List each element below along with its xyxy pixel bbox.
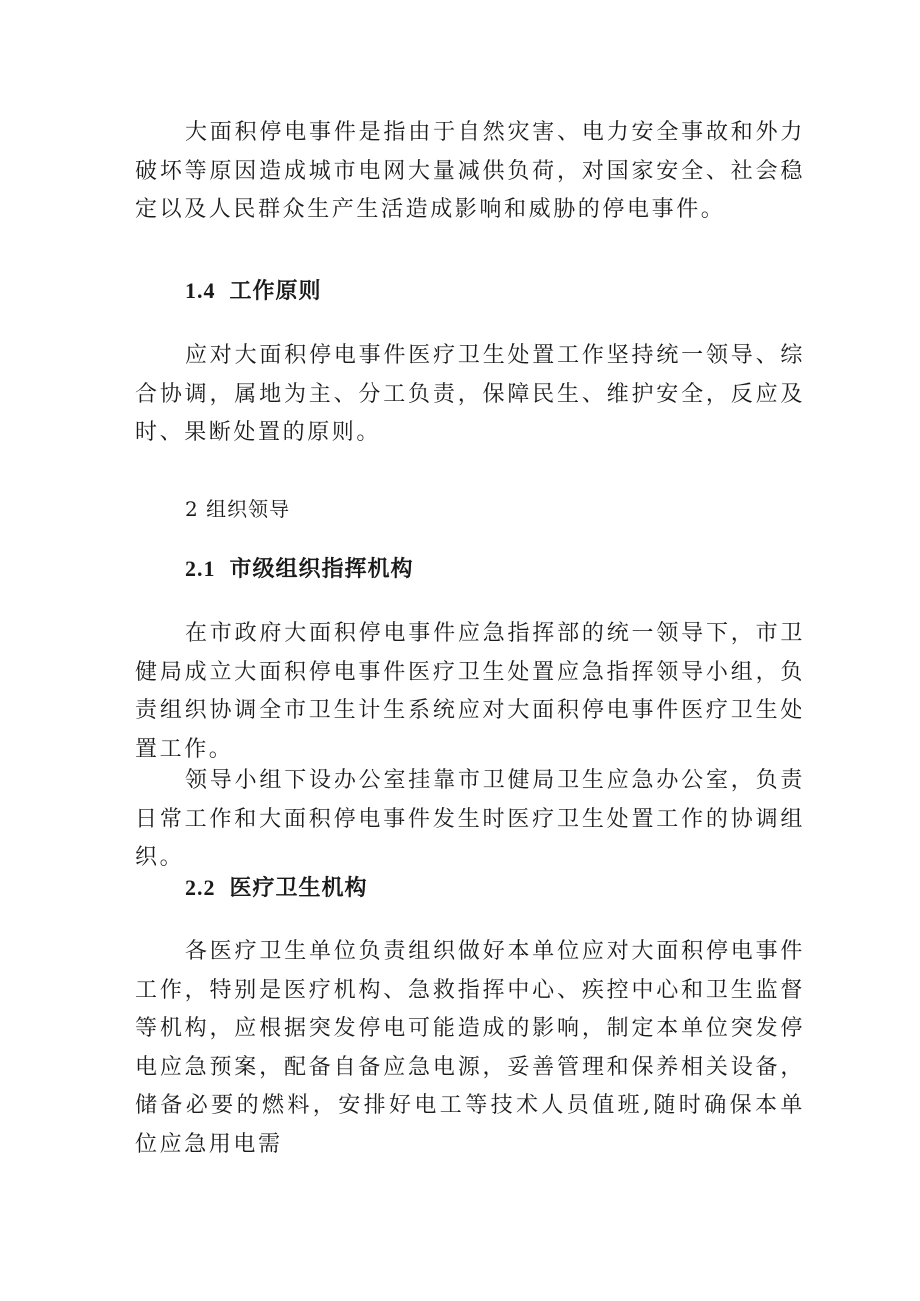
- section-number: 2.1: [185, 556, 216, 581]
- paragraph-city-command: 在市政府大面积停电事件应急指挥部的统一领导下，市卫健局成立大面积停电事件医疗卫生处置应急指挥领导小组，负责组织协调全市卫生计生系统应对大面积停电事件医疗卫生处置工作。: [135, 621, 805, 762]
- section-heading-1-4: [185, 276, 322, 307]
- paragraph-leading-group-office: 领导小组下设办公室挂靠市卫健局卫生应急办公室，负责日常工作和大面积停电事件发生时医疗卫生处置工作的协调组织。: [135, 768, 805, 870]
- section-title: 工作原则: [229, 279, 322, 304]
- section-title: 市级组织指挥机构: [229, 557, 414, 582]
- paragraph-medical-institutions: 各医疗卫生单位负责组织做好本单位应对大面积停电事件工作，特别是医疗机构、急救指挥中心、疾控中心和卫生监督等机构，应根据突发停电可能造成的影响，制定本单位突发停电应急预案，配备自备应急电源，妥善管理和保养相关设备，储备必要的燃料，安排好电工等技术人员值班,随时确保本单位应急用电需: [135, 939, 805, 1157]
- section-title: 医疗卫生机构: [229, 876, 368, 901]
- section-heading-2-1: [185, 554, 414, 585]
- chapter-heading-2: 2 组织领导: [185, 497, 291, 521]
- section-number: 2.2: [185, 875, 216, 900]
- section-number: 1.4: [185, 278, 216, 303]
- section-heading-2-2: [185, 873, 368, 904]
- paragraph-definition: 大面积停电事件是指由于自然灾害、电力安全事故和外力破坏等原因造成城市电网大量减供负荷，对国家安全、社会稳定以及人民群众生产生活造成影响和威胁的停电事件。: [135, 120, 805, 222]
- paragraph-work-principles: 应对大面积停电事件医疗卫生处置工作坚持统一领导、综合协调，属地为主、分工负责，保障民生、维护安全，反应及时、果断处置的原则。: [135, 343, 805, 445]
